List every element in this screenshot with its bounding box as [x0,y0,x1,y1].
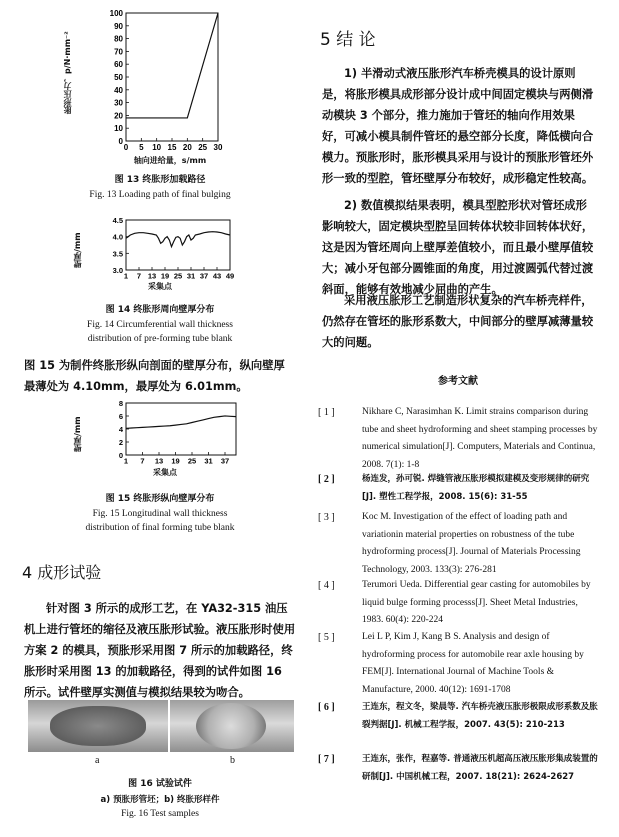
fig14-chart [60,212,260,287]
reference-item [318,404,598,471]
series-line [126,13,218,118]
reference-number: [ 1 ] [318,407,335,418]
y-tick-label: 100 [109,9,123,18]
y-tick-label: 8 [118,399,123,408]
reference-number: [ 2 ] [318,474,335,485]
fig13-chart [60,5,260,165]
y-tick-label: 30 [114,98,123,108]
reference-number: [ 6 ] [318,702,335,713]
fig16-sub-cn: a) 预胀形管坯；b) 终胀形样件 [100,795,220,805]
fig16-photo-a [28,700,168,752]
x-tick-label: 13 [147,271,157,281]
reference-item [318,629,598,699]
x-tick-label: 20 [182,143,192,152]
reference-text: Koc M. Investigation of the effect of loading path and variationin material properties on robustness of the tube hydroforming process[J]. Journal of Materials Processing Technology, 2003. 133(3): 276-281 [362,512,581,575]
reference-item [318,471,598,509]
fig14-caption-en-2: distribution of pre-forming tube blank [87,334,233,344]
x-tick-label: 15 [167,143,177,152]
plot-frame [126,13,218,141]
x-tick-label: 31 [204,456,213,466]
fig13-ylabel: 胀形压力，p/N·mm⁻² [63,31,72,115]
x-tick-label: 1 [123,456,129,466]
reference-text: 杨连发，孙可锐. 焊缝管液压胀形模拟建模及变形规律的研究[J]. 塑性工程学报，2008. 15(6): 31-55 [362,474,590,502]
fig15-chart [60,397,260,475]
fig13-caption-cn: 图 13 终胀形加载路径 [114,175,206,185]
section5-p2: 2) 数值模拟结果表明，模具型腔形状对管坯成形影响较大，固定模块型腔呈回转体状较非回转体状好，这是因为管坯周向上壁厚差值较小，而且最小壁厚值较大；减小牙包部分圆锥面的角度，用过渡圆弧代替过渡斜面，能够有效地减少屈曲的产生。 [322,199,594,296]
x-tick-label: 25 [187,456,197,466]
y-tick-label: 3.0 [112,266,123,275]
x-tick-label: 1 [123,271,129,281]
reference-text: Lei L P, Kim J, Kang B S. Analysis and design of hydroforming process for automobile rear axle housing by FEM[J]. International Journal of Machine Tools & Manufacture, 2000. 40(12): 1691-1708 [362,632,584,695]
y-tick-label: 0 [118,451,123,460]
fig16-caption-cn: 图 16 试验试件 [128,779,192,789]
x-tick-label: 37 [220,456,230,466]
y-tick-label: 90 [114,21,123,31]
x-tick-label: 30 [213,143,223,152]
plot-frame [126,403,236,455]
fig13-xlabel: 轴向进给量，s/mm [133,156,207,165]
x-tick-label: 25 [173,271,183,281]
y-tick-label: 40 [114,85,123,95]
y-tick-label: 10 [114,124,123,134]
reference-text: Nikhare C, Narasimhan K. Limit strains comparison during tube and sheet hydroforming and sheet stamping processes by numerical simulation[J]. Computers, Materials and Continua, 2008. 7(1): 1-8 [362,407,598,470]
x-tick-label: 49 [225,271,235,281]
fig16-label-b: b [230,755,235,766]
x-tick-label: 43 [212,271,222,281]
reference-text: 王连东，张作，程嘉等. 普通液压机超高压液压胀形集成装置的研制[J]. 中国机械工程，2007. 18(21): 2624-2627 [362,754,598,782]
series-line [126,232,230,247]
reference-item [318,699,598,751]
x-tick-label: 19 [160,271,170,281]
para-fig15: 图 15 为制件终胀形纵向剖面的壁厚分布，纵向壁厚最薄处为 4.10mm，最厚处为 6.01mm。 [24,359,285,393]
fig14-svg [60,212,260,287]
reference-item [318,577,598,629]
reference-item [318,751,598,803]
y-tick-label: 6 [118,412,123,421]
x-tick-label: 5 [139,143,144,152]
y-tick-label: 60 [114,60,123,70]
series-line [126,416,236,428]
y-tick-label: 3.5 [112,249,123,259]
references-title: 参考文献 [438,376,478,387]
y-tick-label: 80 [114,34,123,44]
references-list [318,404,598,803]
x-tick-label: 7 [136,271,142,281]
fig16-photo-b [170,700,294,752]
y-tick-label: 4.5 [112,216,123,225]
x-tick-label: 31 [186,271,196,281]
section5-p3: 采用液压胀形工艺制造形状复杂的汽车桥壳样件，仍然存在管坯的胀形系数大，中间部分的壁厚减薄量较大的问题。 [322,294,594,349]
x-tick-label: 10 [152,143,162,152]
fig14-caption-en-1: Fig. 14 Circumferential wall thickness [87,320,233,330]
section5-p1: 1) 半滑动式液压胀形汽车桥壳模具的设计原则是，将胀形模具成形部分设计成中间固定模块与两侧滑动模块 3 个部分，推力施加于管坯的轴向作用效果好，可减小模具制件管坯的悬空部分长度，降低横向合模力。预胀形时，胀形模具采用与设计的预胀形管坯外形一致的型腔，管坯壁厚分布较好，成形稳定性较高。 [322,67,594,185]
x-tick-label: 13 [154,456,164,466]
reference-text: Terumori Ueda. Differential gear casting for automobiles by liquid bulge forming processs[J]. Sheet Metal Industries, 1983. 60(4): 220-224 [362,580,591,625]
x-tick-label: 25 [198,143,208,152]
fig16-caption-en: Fig. 16 Test samples [121,809,199,819]
section5-heading: 5 结 论 [320,30,376,50]
reference-number: [ 5 ] [318,632,335,643]
y-tick-label: 4 [118,425,123,434]
section4-heading: 4 成形试验 [22,563,102,582]
fig15-caption-en-1: Fig. 15 Longitudinal wall thickness [92,509,228,519]
x-tick-label: 0 [123,143,129,152]
x-tick-label: 7 [140,456,145,466]
section4-para: 针对图 3 所示的成形工艺，在 YA32-315 油压机上进行管坯的缩径及液压胀形试验。液压胀形时使用方案 2 的模具，预胀形采用图 7 所示的加载路径，终胀形时采用图 13 的加载路径，得到的试件如图 16 所示。试件壁厚实测值与模拟结果较为吻合。 [24,602,296,699]
reference-number: [ 3 ] [318,512,335,523]
y-tick-label: 2 [118,438,123,447]
reference-number: [ 4 ] [318,580,335,591]
fig13-svg [60,5,260,165]
fig13-caption-en: Fig. 13 Loading path of final bulging [89,190,231,200]
y-tick-label: 20 [114,111,123,121]
y-tick-label: 4.0 [112,232,123,242]
fig14-ylabel: 壁厚/mm [73,232,82,268]
y-tick-label: 50 [114,73,123,82]
y-tick-label: 0 [118,137,123,146]
fig15-caption-cn: 图 15 终胀形纵向壁厚分布 [105,494,215,504]
fig15-svg [60,397,260,475]
fig14-caption-cn: 图 14 终胀形周向壁厚分布 [105,305,215,315]
fig15-xlabel: 采集点 [153,468,177,477]
x-tick-label: 37 [199,271,209,281]
fig15-caption-en-2: distribution of final forming tube blank [85,523,235,533]
y-tick-label: 70 [114,47,123,57]
fig16-label-a: a [95,755,100,766]
plot-frame [126,220,230,270]
x-tick-label: 19 [171,456,180,466]
reference-text: 王连东，程文冬，梁晨等. 汽车桥壳液压胀形极限成形系数及胀裂判据[J]. 机械工程学报，2007. 43(5): 210-213 [362,702,598,730]
fig15-ylabel: 壁厚/mm [73,416,82,452]
reference-item [318,509,598,577]
reference-number: [ 7 ] [318,754,335,765]
fig14-xlabel: 采集点 [148,282,172,291]
